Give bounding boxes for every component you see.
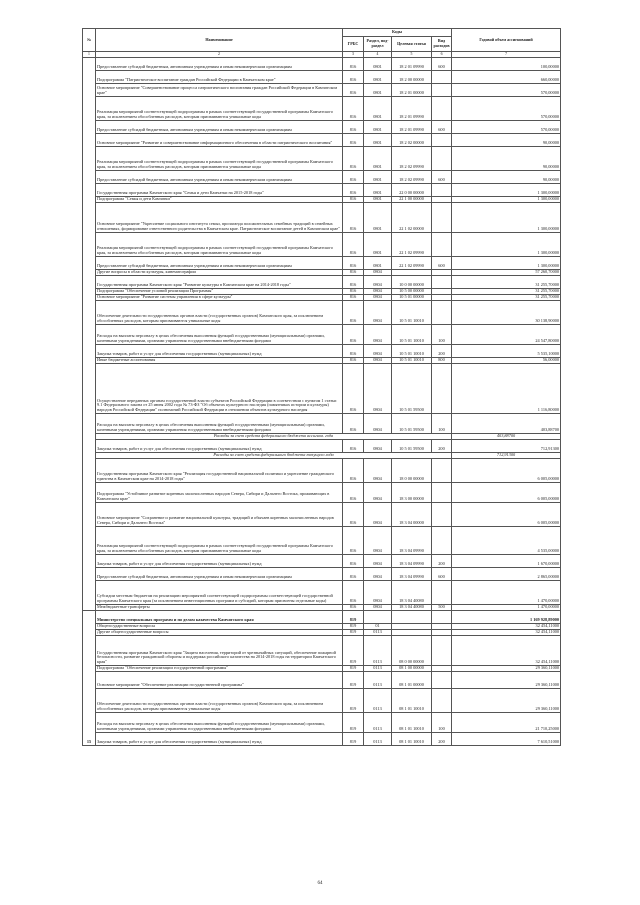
table-header — [83, 29, 561, 58]
exptype-cell: 600 — [432, 568, 452, 581]
table-row — [83, 503, 561, 527]
section-cell: 0804 — [364, 527, 392, 555]
grbs-cell: 816 — [343, 345, 364, 358]
grbs-cell: 819 — [343, 624, 364, 630]
target-cell: 18 2 01 00000 — [392, 84, 432, 97]
table-row — [83, 233, 561, 257]
section-cell: 0804 — [364, 345, 392, 358]
section-cell: 0804 — [364, 440, 392, 453]
table-row — [83, 713, 561, 733]
table-row — [83, 440, 561, 453]
exptype-cell — [432, 71, 452, 84]
grbs-cell: 819 — [343, 689, 364, 713]
amount-cell: 1 470,00000 — [452, 581, 561, 605]
target-cell: 22 1 02 09990 — [392, 257, 432, 270]
target-cell: 18 3 04 00000 — [392, 503, 432, 527]
exptype-cell — [432, 581, 452, 605]
exptype-cell — [432, 203, 452, 233]
target-cell: 10 5 01 10010 — [392, 301, 432, 325]
item-name-cell: Закупка товаров, работ и услуг для обеспечения государственных (муниципальных) нужд — [96, 555, 343, 568]
item-name-cell: Иные бюджетные ассигнования — [96, 358, 343, 364]
amount-cell: 21 710,25000 — [452, 713, 561, 733]
grbs-cell: 816 — [343, 270, 364, 276]
section-cell: 0804 — [364, 276, 392, 289]
grbs-cell: 816 — [343, 605, 364, 611]
item-name-cell: Подпрограмма "Устойчивое развитие коренных малочисленных народов Севера, Сибири и Дальнего Востока, проживающих в Камчатском крае" — [96, 483, 343, 503]
item-name-cell: Обеспечение деятельности государственных органов власти (государственных органов) Камчатского края, за исключением обособленных расходов, которым присваиваются уникальные коды — [96, 689, 343, 713]
table-row — [83, 276, 561, 289]
grbs-cell: 816 — [343, 289, 364, 295]
amount-cell: 1 300,00000 — [452, 233, 561, 257]
amount-cell: 1 300,00000 — [452, 203, 561, 233]
item-name-cell: Субсидии местным бюджетам на реализацию мероприятий соответствующей подпрограммы соответствующей государственной программы Камчатского края (за исключением инвестиционных программ и субсидий, которым присвоены отдельные коды) — [96, 581, 343, 605]
target-cell: 18 3 04 09990 — [392, 555, 432, 568]
exptype-cell — [432, 459, 452, 483]
table-body — [83, 58, 561, 746]
item-name-cell: Другие вопросы в области культуры, кинематографии — [96, 270, 343, 276]
target-cell: 22 1 02 00000 — [392, 203, 432, 233]
target-cell: 18 3 04 09990 — [392, 568, 432, 581]
section-cell: 0804 — [364, 581, 392, 605]
table-row — [83, 483, 561, 503]
table-row — [83, 689, 561, 713]
table-row — [83, 147, 561, 171]
amount-cell: 1 470,00000 — [452, 605, 561, 611]
grbs-cell: 816 — [343, 503, 364, 527]
grbs-cell: 816 — [343, 555, 364, 568]
section-cell: 0804 — [364, 459, 392, 483]
grbs-cell: 816 — [343, 527, 364, 555]
target-cell: 18 2 02 09990 — [392, 171, 432, 184]
target-cell: 08 1 01 00000 — [392, 672, 432, 689]
amount-cell: 1 300,00000 — [452, 184, 561, 197]
grbs-cell: 816 — [343, 358, 364, 364]
amount-cell: 1 169 928,89000 — [452, 611, 561, 624]
section-cell: 0804 — [364, 483, 392, 503]
exptype-cell — [432, 97, 452, 121]
amount-cell: 56,00000 — [452, 358, 561, 364]
amount-cell: 31 255,70000 — [452, 295, 561, 301]
exptype-cell — [432, 364, 452, 414]
grbs-cell: 816 — [343, 440, 364, 453]
header-name: Наименование — [96, 29, 343, 52]
target-cell: 18 3 04 40080 — [392, 605, 432, 611]
exptype-cell: 100 — [432, 325, 452, 345]
table-row — [83, 555, 561, 568]
amount-cell: 31 255,70000 — [452, 276, 561, 289]
section-cell: 0113 — [364, 713, 392, 733]
colnum: 5 — [392, 52, 432, 58]
target-cell: 22 0 00 00000 — [392, 184, 432, 197]
grbs-cell: 819 — [343, 733, 364, 746]
section-cell: 0804 — [364, 270, 392, 276]
grbs-cell: 819 — [343, 636, 364, 666]
target-cell: 10 5 01 59500 — [392, 414, 432, 434]
header-amount: Годовой объем ассигнований — [452, 29, 561, 52]
item-name-cell: Другие общегосударственные вопросы — [96, 630, 343, 636]
item-name-cell: Предоставление субсидий бюджетным, автономным учреждениям и иным некоммерческим организациям — [96, 568, 343, 581]
exptype-cell: 500 — [432, 605, 452, 611]
exptype-cell — [432, 611, 452, 624]
section-cell: 0801 — [364, 147, 392, 171]
grbs-cell: 816 — [343, 257, 364, 270]
table-row — [83, 134, 561, 147]
header-target: Целевая статья — [392, 37, 432, 52]
amount-cell: 29 360,11000 — [452, 689, 561, 713]
target-cell: 10 0 00 00000 — [392, 276, 432, 289]
section-cell — [364, 611, 392, 624]
grbs-cell: 816 — [343, 568, 364, 581]
item-name-cell: Закупка товаров, работ и услуг для обеспечения государственных (муниципальных) нужд — [96, 345, 343, 358]
table-row — [83, 345, 561, 358]
section-cell: 0804 — [364, 555, 392, 568]
header-num: № — [83, 29, 96, 52]
target-cell: 18 2 01 09990 — [392, 97, 432, 121]
grbs-cell: 819 — [343, 666, 364, 672]
exptype-cell: 100 — [432, 713, 452, 733]
grbs-cell: 816 — [343, 184, 364, 197]
exptype-cell — [432, 503, 452, 527]
item-name-cell: Общегосударственные вопросы — [96, 624, 343, 630]
exptype-cell — [432, 672, 452, 689]
item-name-cell: Реализация мероприятий соответствующей подпрограммы в рамках соответствующей государственной программы Камчатского края, за исключением обособленных расходов, которым присваиваются уникальные коды — [96, 97, 343, 121]
item-name-cell: Закупка товаров, работ и услуг для обеспечения государственных (муниципальных) нужд — [96, 440, 343, 453]
colnum: 1 — [83, 52, 96, 58]
table-row — [83, 184, 561, 197]
table-row — [83, 581, 561, 605]
amount-cell: 570,00000 — [452, 121, 561, 134]
table-row — [83, 71, 561, 84]
colnum: 4 — [364, 52, 392, 58]
amount-cell: 1 300,00000 — [452, 257, 561, 270]
section-cell: 0801 — [364, 203, 392, 233]
amount-cell: 1 300,00000 — [452, 197, 561, 203]
note-cell: Расходы за счет средств федерального бюджета ассигнов. года — [96, 434, 452, 440]
exptype-cell: 200 — [432, 733, 452, 746]
amount-cell: 6 005,00000 — [452, 483, 561, 503]
grbs-cell: 816 — [343, 325, 364, 345]
exptype-cell — [432, 233, 452, 257]
exptype-cell: 600 — [432, 121, 452, 134]
target-cell: 10 5 01 10010 — [392, 345, 432, 358]
grbs-cell: 816 — [343, 581, 364, 605]
exptype-cell: 600 — [432, 58, 452, 71]
header-section: Раздел, под-раздел — [364, 37, 392, 52]
exptype-cell — [432, 147, 452, 171]
target-cell: 10 5 01 59500 — [392, 364, 432, 414]
grbs-cell: 816 — [343, 276, 364, 289]
table-row — [83, 364, 561, 414]
grbs-cell: 816 — [343, 364, 364, 414]
grbs-cell: 816 — [343, 71, 364, 84]
amount-cell: 32 454,11000 — [452, 636, 561, 666]
exptype-cell: 200 — [432, 555, 452, 568]
item-name-cell: Предоставление субсидий бюджетным, автономным учреждениям и иным некоммерческим организациям — [96, 58, 343, 71]
item-name-cell: Основное мероприятие "Совершенствование процесса патриотического воспитания граждан Российской Федерации в Камчатском крае" — [96, 84, 343, 97]
exptype-cell — [432, 134, 452, 147]
section-cell: 0113 — [364, 636, 392, 666]
section-cell: 0804 — [364, 364, 392, 414]
section-cell: 0801 — [364, 184, 392, 197]
exptype-cell — [432, 689, 452, 713]
target-cell: 18 2 02 00000 — [392, 134, 432, 147]
target-cell: 18 3 04 40080 — [392, 581, 432, 605]
item-name-cell: Расходы на выплаты персоналу в целях обеспечения выполнения функций государственными (муниципальными) органами, казенными учреждениями, органами управления государственными внебюджетными фондами — [96, 713, 343, 733]
amount-cell: 32 454,11000 — [452, 630, 561, 636]
table-row — [83, 459, 561, 483]
item-name-cell: Подпрограмма "Обеспечение условий реализации Программы" — [96, 289, 343, 295]
amount-cell: 403,88700 — [452, 434, 561, 440]
grbs-cell: 819 — [343, 672, 364, 689]
grbs-cell: 816 — [343, 134, 364, 147]
target-cell: 08 1 01 10010 — [392, 713, 432, 733]
table-row — [83, 257, 561, 270]
target-cell: 08 1 01 10010 — [392, 689, 432, 713]
exptype-cell — [432, 84, 452, 97]
note-cell: Расходы за счет средств федерального бюджета текущего года — [96, 453, 452, 459]
section-cell: 0801 — [364, 197, 392, 203]
table-row — [83, 611, 561, 624]
amount-cell: 24 547,80000 — [452, 325, 561, 345]
amount-cell: 6 005,00000 — [452, 503, 561, 527]
section-cell: 0801 — [364, 71, 392, 84]
table-row — [83, 568, 561, 581]
amount-cell: 712,91300 — [452, 440, 561, 453]
target-cell: 18 3 04 09990 — [392, 527, 432, 555]
item-name-cell: Основное мероприятие "Сохранение и развитие национальной культуры, традиций и обычаев коренных малочисленных народов Севера, Сибири и Дальнего Востока" — [96, 503, 343, 527]
table-row — [83, 58, 561, 71]
section-cell: 0801 — [364, 97, 392, 121]
amount-cell: 570,00000 — [452, 97, 561, 121]
section-cell: 0113 — [364, 689, 392, 713]
amount-cell: 1 670,00000 — [452, 555, 561, 568]
amount-cell: 660,00000 — [452, 71, 561, 84]
section-cell: 0113 — [364, 672, 392, 689]
table-row — [83, 301, 561, 325]
grbs-cell: 816 — [343, 233, 364, 257]
amount-cell: 31 255,70000 — [452, 289, 561, 295]
target-cell: 18 2 01 09990 — [392, 121, 432, 134]
exptype-cell: 600 — [432, 171, 452, 184]
section-cell: 0804 — [364, 289, 392, 295]
target-cell: 10 5 01 10010 — [392, 358, 432, 364]
amount-cell: 32 454,11000 — [452, 624, 561, 630]
section-cell: 0804 — [364, 358, 392, 364]
item-name-cell: Государственная программа Камчатского края "Развитие культуры в Камчатском крае на 2014-2018 годы" — [96, 276, 343, 289]
exptype-cell — [432, 483, 452, 503]
target-cell: 22 1 02 09990 — [392, 233, 432, 257]
target-cell: 10 5 01 10010 — [392, 325, 432, 345]
target-cell — [392, 611, 432, 624]
item-name-cell: Подпрограмма "Семья и дети Камчатки" — [96, 197, 343, 203]
section-cell: 0113 — [364, 630, 392, 636]
amount-cell: 6 005,00000 — [452, 459, 561, 483]
exptype-cell — [432, 276, 452, 289]
grbs-cell: 816 — [343, 414, 364, 434]
exptype-cell: 800 — [432, 358, 452, 364]
grbs-cell: 816 — [343, 171, 364, 184]
page-number: 64 — [317, 881, 323, 886]
target-cell: 22 1 00 00000 — [392, 197, 432, 203]
item-name-cell: Государственная программа Камчатского края "Семья и дети Камчатки на 2015-2018 годы" — [96, 184, 343, 197]
grbs-cell: 816 — [343, 147, 364, 171]
amount-cell: 90,00000 — [452, 171, 561, 184]
colnum: 6 — [432, 52, 452, 58]
section-cell: 0113 — [364, 666, 392, 672]
exptype-cell: 600 — [432, 257, 452, 270]
amount-cell: 29 360,11000 — [452, 666, 561, 672]
section-cell: 0801 — [364, 257, 392, 270]
target-cell: 10 5 01 59500 — [392, 440, 432, 453]
exptype-cell: 200 — [432, 440, 452, 453]
item-name-cell: Реализация мероприятий соответствующей подпрограммы в рамках соответствующей государственной программы Камчатского края, за исключением обособленных расходов, которым присваиваются уникальные коды — [96, 527, 343, 555]
exptype-cell: 100 — [432, 414, 452, 434]
item-name-cell: Межбюджетные трансферты — [96, 605, 343, 611]
amount-cell: 90,00000 — [452, 147, 561, 171]
colnum: 2 — [96, 52, 343, 58]
target-cell: 08 1 01 10010 — [392, 733, 432, 746]
grbs-cell: 816 — [343, 197, 364, 203]
section-cell: 0801 — [364, 121, 392, 134]
amount-cell: 712,91300 — [452, 453, 561, 459]
row-number-cell — [83, 58, 96, 611]
section-cell: 0804 — [364, 295, 392, 301]
section-cell: 0801 — [364, 84, 392, 97]
item-name-cell: Государственная программа Камчатского края "Реализация государственной национальной политики и укрепление гражданского единства в Камчатском крае на 2014-2018 годы" — [96, 459, 343, 483]
header-grbs: ГРБС — [343, 37, 364, 52]
amount-cell: 100,00000 — [452, 58, 561, 71]
section-cell: 0804 — [364, 301, 392, 325]
section-cell: 0804 — [364, 568, 392, 581]
target-cell: 10 5 00 00000 — [392, 289, 432, 295]
item-name-cell: Закупка товаров, работ и услуг для обеспечения государственных (муниципальных) нужд — [96, 733, 343, 746]
item-name-cell: Расходы на выплаты персоналу в целях обеспечения выполнения функций государственными (муниципальными) органами, казенными учреждениями, органами управления государственными внебюджетными фондами — [96, 414, 343, 434]
grbs-cell: 819 — [343, 611, 364, 624]
grbs-cell: 816 — [343, 58, 364, 71]
table-row — [83, 325, 561, 345]
item-name-cell: Подпрограмма "Обеспечение реализации государственной программы" — [96, 666, 343, 672]
amount-cell: 29 360,11000 — [452, 672, 561, 689]
amount-cell: 90,00000 — [452, 134, 561, 147]
grbs-cell: 816 — [343, 295, 364, 301]
item-name-cell: Предоставление субсидий бюджетным, автономным учреждениям и иным некоммерческим организациям — [96, 171, 343, 184]
section-cell: 0804 — [364, 605, 392, 611]
table-row — [83, 97, 561, 121]
amount-cell: 4 535,00000 — [452, 527, 561, 555]
target-cell: 18 0 00 00000 — [392, 459, 432, 483]
amount-cell: 1 116,80000 — [452, 364, 561, 414]
target-cell: 18 2 01 09990 — [392, 58, 432, 71]
grbs-cell: 816 — [343, 483, 364, 503]
amount-cell: 570,00000 — [452, 84, 561, 97]
header-exptype: Вид расходов — [432, 37, 452, 52]
target-cell: 08 1 00 00000 — [392, 666, 432, 672]
grbs-cell: 816 — [343, 459, 364, 483]
amount-cell: 5 535,10000 — [452, 345, 561, 358]
section-cell: 0804 — [364, 325, 392, 345]
item-name-cell: Реализация мероприятий соответствующей подпрограммы в рамках соответствующей государственной программы Камчатского края, за исключением обособленных расходов, которым присваиваются уникальные коды — [96, 233, 343, 257]
target-cell: 10 5 01 00000 — [392, 295, 432, 301]
item-name-cell: Основное мероприятие "Развитие и совершенствование информационного обеспечения в области патриотического воспитания" — [96, 134, 343, 147]
exptype-cell — [432, 527, 452, 555]
table-row — [83, 121, 561, 134]
section-cell: 0801 — [364, 58, 392, 71]
target-cell: 08 0 00 00000 — [392, 636, 432, 666]
table-row — [83, 171, 561, 184]
amount-cell: 403,88700 — [452, 414, 561, 434]
amount-cell: 30 138,90000 — [452, 301, 561, 325]
table-row — [83, 414, 561, 434]
row-number-cell: 15 — [83, 611, 96, 746]
header-codes: Коды — [343, 29, 452, 37]
exptype-cell — [432, 184, 452, 197]
section-cell: 0801 — [364, 134, 392, 147]
table-row — [83, 636, 561, 666]
item-name-cell: Государственная программа Камчатского края "Защита населения, территорий от чрезвычайных ситуаций, обеспечение пожарной безопасности, развитие гражданской обороны и поддержка российского казачества на 2014-2018 годы на территории Камчатского края" — [96, 636, 343, 666]
colnum: 3 — [343, 52, 364, 58]
item-name-cell: Подпрограмма "Патриотическое воспитание граждан Российской Федерации в Камчатском крае" — [96, 71, 343, 84]
item-name-cell: Основное мероприятие "Развитие системы управления в сфере культуры" — [96, 295, 343, 301]
item-name-cell: Осуществление переданных органам государственной власти субъектов Российской Федерации в соответствии с пунктом 1 статьи 9.1 Федерального закона от 25 июня 2002 года № 73-ФЗ "Об объектах культурного наследия (памятниках истории и культуры) народов Российской Федерации" полномочий Российской Федерации в отношении объектов культурного наследия — [96, 364, 343, 414]
grbs-cell: 819 — [343, 630, 364, 636]
table-row — [83, 84, 561, 97]
amount-cell: 2 865,00000 — [452, 568, 561, 581]
item-name-cell: Основное мероприятие "Укрепление социального института семьи, пропаганда положительных семейных традиций в семейных отношениях, формирование ответственного родительства в Камчатском крае. Патриотическое воспитание детей в Камчатском крае" — [96, 203, 343, 233]
table-row — [83, 733, 561, 746]
item-name-cell: Основное мероприятие "Обеспечение реализации государственной программы" — [96, 672, 343, 689]
item-name-cell: Обеспечение деятельности государственных органов власти (государственных органов) Камчатского края, за исключением обособленных расходов, которым присваиваются уникальные коды — [96, 301, 343, 325]
section-cell: 0801 — [364, 171, 392, 184]
grbs-cell: 816 — [343, 97, 364, 121]
exptype-cell: 200 — [432, 345, 452, 358]
exptype-cell — [432, 636, 452, 666]
table-row — [83, 527, 561, 555]
colnum: 7 — [452, 52, 561, 58]
target-cell: 18 3 00 00000 — [392, 483, 432, 503]
item-name-cell: Предоставление субсидий бюджетным, автономным учреждениям и иным некоммерческим организациям — [96, 121, 343, 134]
section-cell: 0113 — [364, 733, 392, 746]
item-name-cell: Расходы на выплаты персоналу в целях обеспечения выполнения функций государственными (муниципальными) органами, казенными учреждениями, органами управления государственными внебюджетными фондами — [96, 325, 343, 345]
grbs-cell: 816 — [343, 203, 364, 233]
item-name-cell: Реализация мероприятий соответствующей подпрограммы в рамках соответствующей государственной программы Камчатского края, за исключением обособленных расходов, которым присваиваются уникальные коды — [96, 147, 343, 171]
amount-cell: 7 610,51000 — [452, 733, 561, 746]
grbs-cell: 816 — [343, 301, 364, 325]
exptype-cell — [432, 301, 452, 325]
grbs-cell: 816 — [343, 121, 364, 134]
section-cell: 0804 — [364, 414, 392, 434]
item-name-cell: Предоставление субсидий бюджетным, автономным учреждениям и иным некоммерческим организациям — [96, 257, 343, 270]
target-cell: 18 2 02 09990 — [392, 147, 432, 171]
section-cell: 0801 — [364, 233, 392, 257]
target-cell: 18 2 00 00000 — [392, 71, 432, 84]
grbs-cell: 816 — [343, 84, 364, 97]
section-cell: 0804 — [364, 503, 392, 527]
item-name-cell: Министерство специальных программ и по делам казачества Камчатского края — [96, 611, 343, 624]
section-cell: 01 — [364, 624, 392, 630]
grbs-cell: 819 — [343, 713, 364, 733]
budget-table — [82, 28, 561, 746]
amount-cell: 57 260,70000 — [452, 270, 561, 276]
table-row — [83, 203, 561, 233]
table-row — [83, 672, 561, 689]
